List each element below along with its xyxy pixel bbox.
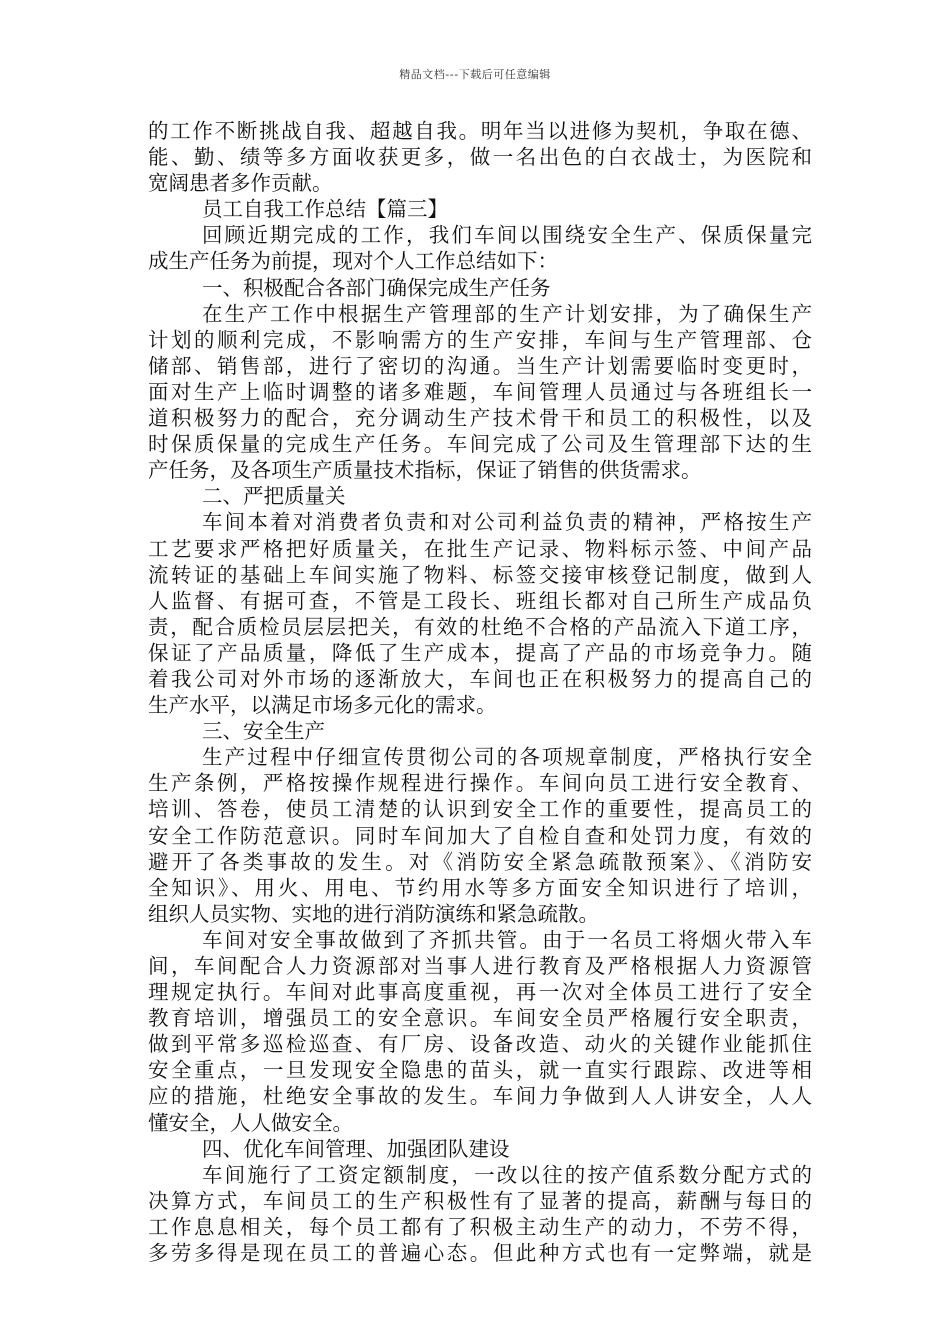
document-body — [148, 118, 812, 1266]
section-heading: 一、积极配合各部门确保完成生产任务 — [202, 275, 551, 300]
section-heading: 四、优化车间管理、加强团队建设 — [202, 1136, 510, 1161]
text-line: 决算方式，车间员工的生产积极性有了显著的提高，薪酬与每日的 — [148, 1188, 812, 1213]
text-line: 做到平常多巡检巡查、有厂房、设备改造、动火的关键作业能抓住 — [148, 1032, 812, 1057]
text-line: 着我公司对外市场的逐渐放大，车间也正在积极努力的提高自己的 — [148, 666, 812, 691]
text-line: 回顾近期完成的工作，我们车间以围绕安全生产、保质保量完 — [202, 223, 812, 248]
text-line: 宽阔患者多作贡献。 — [148, 171, 333, 196]
text-line: 工作息息相关，每个员工都有了积极主动生产的动力，不劳不得， — [148, 1214, 812, 1239]
page-header: 精品文档---下载后可任意编辑 — [399, 68, 551, 81]
text-line: 应的措施，杜绝安全事故的发生。车间力争做到人人讲安全，人人 — [148, 1084, 812, 1109]
section-title: 员工自我工作总结【篇三】 — [202, 197, 448, 222]
text-line: 成生产任务为前提，现对个人工作总结如下： — [148, 249, 558, 274]
text-line: 的工作不断挑战自我、超越自我。明年当以进修为契机，争取在德、 — [148, 119, 812, 143]
text-line: 在生产工作中根据生产管理部的生产计划安排，为了确保生产 — [202, 301, 812, 326]
text-line: 责，配合质检员层层把关，有效的杜绝不合格的产品流入下道工序， — [148, 614, 812, 639]
text-line: 间，车间配合人力资源部对当事人进行教育及严格根据人力资源管 — [148, 954, 812, 978]
text-line: 工艺要求严格把好质量关，在批生产记录、物料标示签、中间产品 — [148, 536, 812, 561]
text-line: 全知识》、用火、用电、节约用水等多方面安全知识进行了培训， — [148, 875, 812, 900]
text-line: 流转证的基础上车间实施了物料、标签交接审核登记制度，做到人 — [148, 562, 812, 587]
text-line: 车间施行了工资定额制度，一改以往的按产值系数分配方式的 — [202, 1162, 812, 1187]
text-line: 多劳多得是现在员工的普遍心态。但此种方式也有一定弊端，就是 — [148, 1241, 812, 1266]
section-heading: 三、安全生产 — [202, 719, 325, 744]
section-heading: 二、严把质量关 — [202, 484, 346, 509]
text-line: 教育培训，增强员工的安全意识。车间安全员严格履行安全职责， — [148, 1006, 812, 1031]
text-line: 车间本着对消费者负责和对公司利益负责的精神，严格按生产 — [202, 510, 812, 535]
text-line: 安全重点，一旦发现安全隐患的苗头，就一直实行跟踪、改进等相 — [148, 1058, 812, 1083]
text-line: 生产过程中仔细宣传贯彻公司的各项规章制度，严格执行安全 — [202, 745, 812, 770]
text-line: 生产水平，以满足市场多元化的需求。 — [148, 693, 497, 718]
text-line: 安全工作防范意识。同时车间加大了自检自查和处罚力度，有效的 — [148, 823, 812, 848]
text-line: 车间对安全事故做到了齐抓共管。由于一名员工将烟火带入车 — [202, 927, 812, 952]
text-line: 培训、答卷，使员工清楚的认识到安全工作的重要性，提高员工的 — [148, 797, 812, 822]
text-line: 生产条例，严格按操作规程进行操作。车间向员工进行安全教育、 — [148, 771, 812, 796]
text-line: 面对生产上临时调整的诸多难题，车间管理人员通过与各班组长一 — [148, 379, 812, 404]
text-line: 道积极努力的配合，充分调动生产技术骨干和员工的积极性，以及 — [148, 406, 812, 431]
text-line: 能、勤、绩等多方面收获更多，做一名出色的白衣战士，为医院和 — [148, 145, 812, 170]
text-line: 产任务，及各项生产质量技术指标，保证了销售的供货需求。 — [148, 458, 702, 483]
text-line: 储部、销售部，进行了密切的沟通。当生产计划需要临时变更时， — [148, 353, 812, 378]
text-line: 人监督、有据可查，不管是工段长、班组长都对自己所生产成品负 — [148, 588, 812, 613]
text-line: 避开了各类事故的发生。对《消防安全紧急疏散预案》、《消防安 — [148, 849, 812, 874]
text-line: 时保质保量的完成生产任务。车间完成了公司及生管理部下达的生 — [148, 432, 812, 457]
text-line: 理规定执行。车间对此事高度重视，再一次对全体员工进行了安全 — [148, 980, 812, 1005]
text-line: 计划的顺利完成，不影响需方的生产安排，车间与生产管理部、仓 — [148, 327, 812, 352]
text-line: 保证了产品质量，降低了生产成本，提高了产品的市场竞争力。随 — [148, 640, 812, 665]
text-line: 组织人员实物、实地的进行消防演练和紧急疏散。 — [148, 901, 599, 926]
text-line: 懂安全，人人做安全。 — [148, 1110, 353, 1135]
